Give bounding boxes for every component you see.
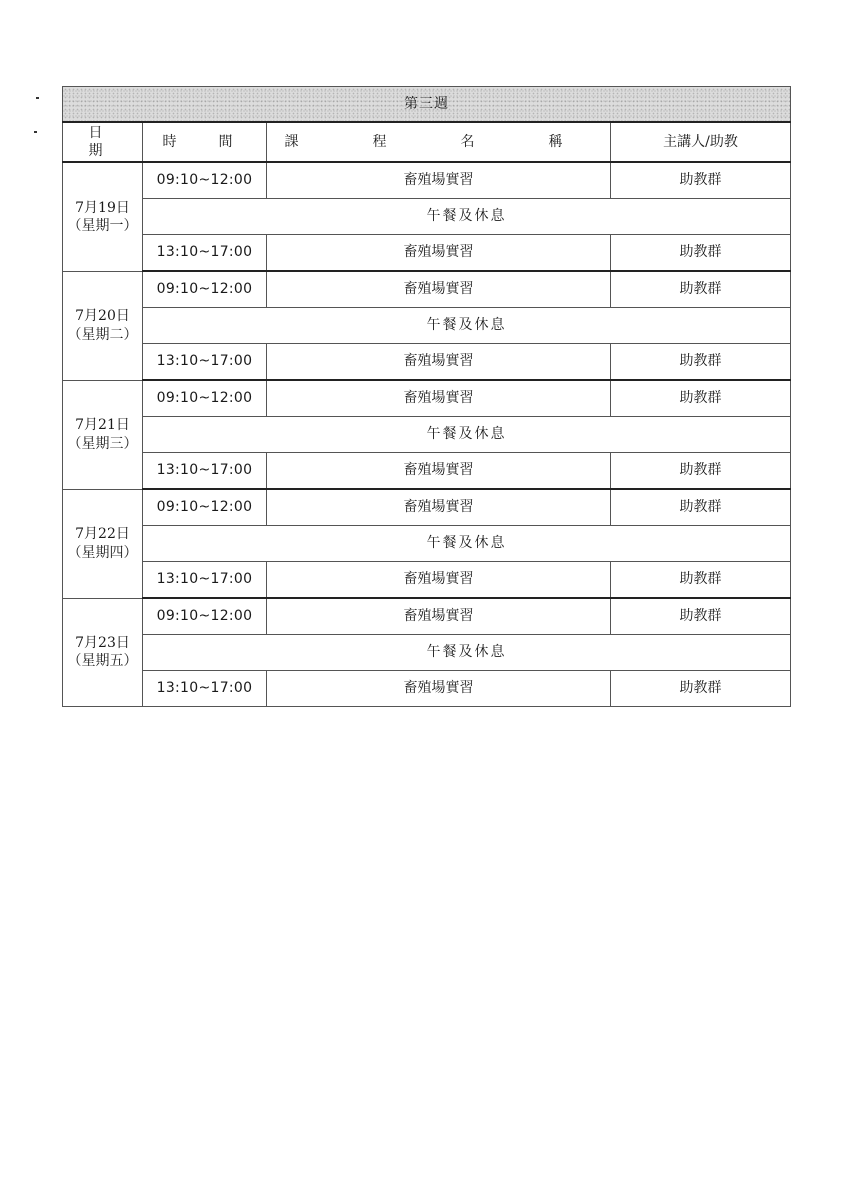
week-title-row [63, 87, 791, 123]
speaker-cell: 助教群 [611, 271, 791, 308]
table-row [63, 271, 791, 308]
scan-speck [36, 97, 39, 99]
table-row [63, 162, 791, 199]
course-cell: 畜殖場實習 [267, 489, 611, 526]
scan-speck [34, 131, 37, 133]
schedule-table [62, 86, 791, 707]
table-row [63, 598, 791, 635]
date-cell: 7月19日 （星期一） [63, 162, 143, 271]
table-row [63, 489, 791, 526]
course-cell: 畜殖場實習 [267, 562, 611, 599]
break-cell: 午餐及休息 [143, 199, 791, 235]
speaker-cell: 助教群 [611, 453, 791, 490]
date-cell: 7月21日 （星期三） [63, 380, 143, 489]
time-cell: 09:10~12:00 [143, 598, 267, 635]
table-row [63, 562, 791, 599]
table-row [63, 453, 791, 490]
header-time: 時 間 [143, 122, 267, 162]
date-cell: 7月23日 （星期五） [63, 598, 143, 707]
course-cell: 畜殖場實習 [267, 453, 611, 490]
speaker-cell: 助教群 [611, 235, 791, 272]
date-cell: 7月22日 （星期四） [63, 489, 143, 598]
table-row [63, 235, 791, 272]
speaker-cell: 助教群 [611, 598, 791, 635]
header-row [63, 122, 791, 162]
table-row [63, 671, 791, 707]
speaker-cell: 助教群 [611, 671, 791, 707]
table-row [63, 417, 791, 453]
break-cell: 午餐及休息 [143, 526, 791, 562]
time-cell: 09:10~12:00 [143, 380, 267, 417]
course-cell: 畜殖場實習 [267, 380, 611, 417]
speaker-cell: 助教群 [611, 380, 791, 417]
time-cell: 09:10~12:00 [143, 162, 267, 199]
table-row [63, 526, 791, 562]
header-speaker: 主講人/助教 [611, 122, 791, 162]
table-row [63, 199, 791, 235]
break-cell: 午餐及休息 [143, 308, 791, 344]
time-cell: 13:10~17:00 [143, 235, 267, 272]
course-cell: 畜殖場實習 [267, 162, 611, 199]
time-cell: 13:10~17:00 [143, 344, 267, 381]
break-cell: 午餐及休息 [143, 417, 791, 453]
speaker-cell: 助教群 [611, 562, 791, 599]
course-cell: 畜殖場實習 [267, 271, 611, 308]
table-row [63, 380, 791, 417]
header-date: 日 期 [63, 122, 143, 162]
header-course: 課 程 名 稱 [267, 122, 611, 162]
table-row [63, 308, 791, 344]
time-cell: 13:10~17:00 [143, 671, 267, 707]
course-cell: 畜殖場實習 [267, 598, 611, 635]
course-cell: 畜殖場實習 [267, 344, 611, 381]
speaker-cell: 助教群 [611, 489, 791, 526]
table-row [63, 344, 791, 381]
time-cell: 13:10~17:00 [143, 453, 267, 490]
time-cell: 09:10~12:00 [143, 489, 267, 526]
course-cell: 畜殖場實習 [267, 235, 611, 272]
speaker-cell: 助教群 [611, 344, 791, 381]
speaker-cell: 助教群 [611, 162, 791, 199]
course-cell: 畜殖場實習 [267, 671, 611, 707]
time-cell: 13:10~17:00 [143, 562, 267, 599]
date-cell: 7月20日 （星期二） [63, 271, 143, 380]
break-cell: 午餐及休息 [143, 635, 791, 671]
week-title: 第三週 [63, 87, 791, 123]
time-cell: 09:10~12:00 [143, 271, 267, 308]
table-row [63, 635, 791, 671]
